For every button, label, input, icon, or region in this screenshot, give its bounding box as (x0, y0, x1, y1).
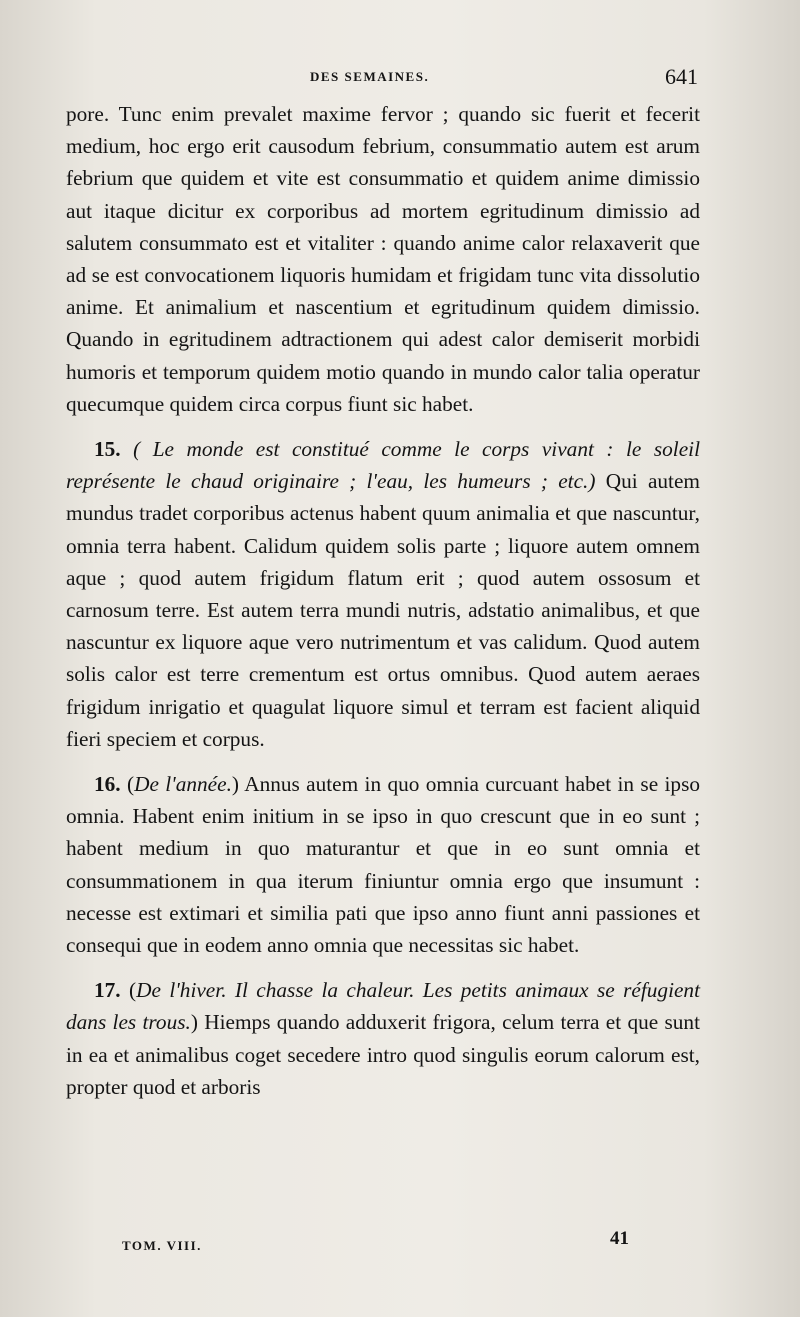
paragraph-text: Hiemps quando adduxerit frigora, celum terra et que sunt in ea et animalibus coget secedere intro quod singulis eorum calorum est, propter quod et arboris (66, 1010, 701, 1099)
note-close-paren: ) (190, 1010, 198, 1035)
page-number: 641 (665, 64, 698, 89)
paragraph-note: De l'année. (134, 772, 232, 797)
paragraph-text: Annus autem in quo omnia curcuant habet in se ipso omnia. Habent enim initium in se ipso in quo crescunt que in eo sunt ; habent medium in quo maturantur et que in eo sunt omnia et consummationem in qua iterum finiuntur omnia ergo que insumunt : necesse est extimari et similia pati que ipso anno fiunt anni passiones et consequi que in eodem anno omnia que necessitas sic habet. (66, 772, 700, 958)
paragraph-text: Qui autem mundus tradet corporibus actenus habent quum animalia et que nascuntur, omnia terra habent. Calidum quidem solis parte ; liquore autem omnem aque ; quod autem frigidum flatum erit ; quod autem ossosum et carnosum terre. Est autem terra mundi nutris, adstatio animalibus, et que nascuntur ex liquore aque vero nutrimentum et vas calidum. Quod autem solis calor est terre crementum est ortus omnibus. Quod autem aeraes frigidum inrigatio et quagulat liquore simul et terram est facient aliquid fieri speciem et corpus. (66, 469, 700, 751)
paragraph-number: 17. (94, 978, 121, 1003)
signature-mark: 41 (610, 1228, 629, 1249)
paragraph-continued (66, 98, 700, 420)
note-open-paren: ( (126, 772, 135, 797)
paragraph-17 (66, 974, 700, 1103)
paragraph-number: 16. (94, 772, 121, 797)
note-open-paren: ( (129, 978, 137, 1003)
running-title: DES SEMAINES. (310, 69, 430, 84)
body-text (66, 98, 700, 1103)
volume-label: TOM. VIII. (122, 1238, 202, 1253)
paragraph-text: pore. Tunc enim prevalet maxime fervor ; quando sic fuerit et fecerit medium, hoc ergo erit causodum febrium, consummatio autem est arum febrium que quidem et vite est consummatio et quidem anime dimissio aut itaque dicitur ex corporibus ad mortem egritudinum dimissio ad salutem consummato est et vitaliter : quando anime calor relaxaverit que ad se est convocationem liquoris humidam et frigidam tunc vita dissolutio anime. Et animalium et nascentium et egritudinum quidem dimissio. Quando in egritudinem adtractionem qui adest calor demiserit morbidi humoris et temporum quidem motio quando in mundo calor talia operatur quecumque quidem circa corpus fiunt sic habet. (66, 102, 700, 416)
paragraph-15 (66, 433, 700, 755)
paragraph-number: 15. (94, 437, 121, 462)
paragraph-16 (66, 768, 700, 961)
paragraph-note: De l'hiver. Il chasse la chaleur. Les petits animaux se réfugient dans les trous. (66, 978, 700, 1035)
note-close-paren: ) (231, 772, 240, 797)
page-header (66, 66, 700, 92)
paragraph-note: ( Le monde est constitué comme le corps vivant : le soleil représente le chaud originaire ; l'eau, les humeurs ; etc.) (66, 437, 700, 494)
page-footer (66, 1226, 700, 1256)
